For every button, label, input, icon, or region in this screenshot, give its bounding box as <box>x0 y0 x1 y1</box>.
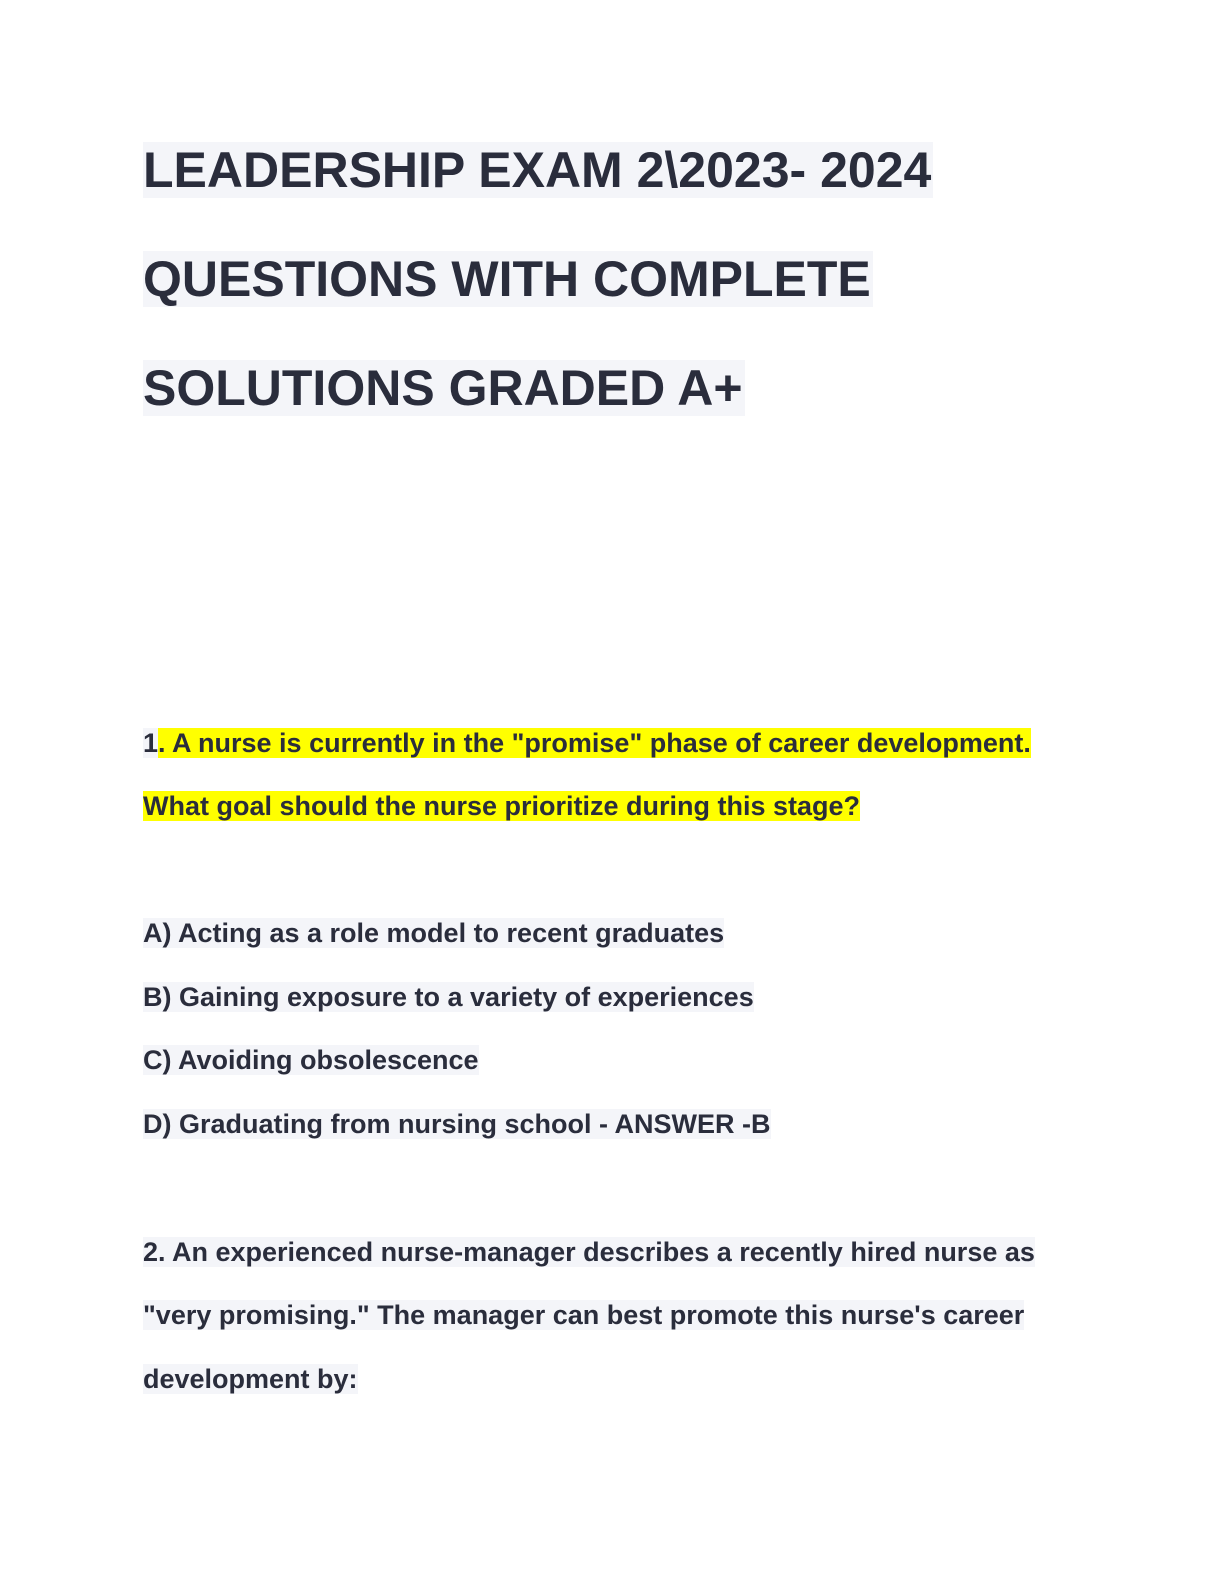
question-2-line-2 <box>143 1298 1024 1332</box>
question-1-line-2 <box>143 789 860 823</box>
answer-option-a <box>143 916 724 950</box>
question-2-line-1 <box>143 1235 1035 1269</box>
answer-option-d <box>143 1107 771 1141</box>
question-text: . A nurse is currently in the "promise" phase of career development. <box>158 728 1031 758</box>
document-title-line-2 <box>143 251 873 307</box>
title-text: SOLUTIONS GRADED A+ <box>143 360 743 416</box>
option-text: B) Gaining exposure to a variety of experiences <box>143 982 754 1012</box>
answer-option-c <box>143 1043 479 1077</box>
question-1-line-1 <box>143 726 1031 760</box>
document-title-line-3 <box>143 360 745 416</box>
option-text: C) Avoiding obsolescence <box>143 1045 479 1075</box>
answer-option-b <box>143 980 754 1014</box>
title-text: QUESTIONS WITH COMPLETE <box>143 251 871 307</box>
question-2-line-3 <box>143 1362 358 1396</box>
document-title-line-1 <box>143 142 933 198</box>
question-text: What goal should the nurse prioritize during this stage? <box>143 791 861 821</box>
option-text: A) Acting as a role model to recent graduates <box>143 918 725 948</box>
question-text: "very promising." The manager can best promote this nurse's career <box>143 1300 1025 1330</box>
option-text: D) Graduating from nursing school - ANSWER -B <box>143 1109 771 1139</box>
question-text: development by: <box>143 1364 358 1394</box>
title-text: LEADERSHIP EXAM 2\2023- 2024 <box>143 142 932 198</box>
question-number: 1 <box>143 728 159 758</box>
question-text: 2. An experienced nurse-manager describes a recently hired nurse as <box>143 1237 1035 1267</box>
